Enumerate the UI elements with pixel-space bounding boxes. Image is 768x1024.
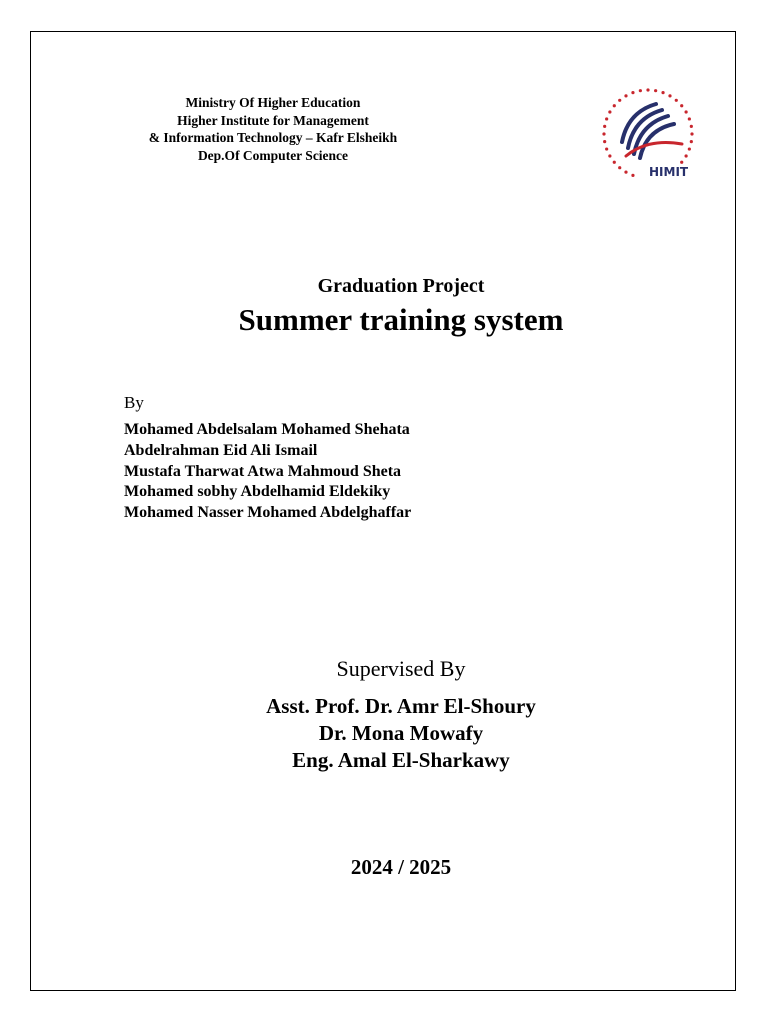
logo-star (680, 104, 683, 107)
header-line-location: & Information Technology – Kafr Elsheikh (148, 130, 398, 146)
academic-year: 2024 / 2025 (350, 855, 452, 879)
logo-star-ring (602, 88, 693, 177)
logo-star (608, 110, 611, 113)
logo-star (654, 89, 657, 92)
logo-arcs (622, 104, 682, 158)
logo-star (668, 94, 671, 97)
logo-star (646, 88, 649, 91)
project-title: Summer training system (238, 302, 564, 337)
logo-text: HIMIT (649, 165, 689, 179)
logo-star (685, 110, 688, 113)
supervisor-list (0, 693, 768, 774)
author-name: Mohamed sobhy Abdelhamid Eldekiky (124, 483, 391, 501)
logo-star (605, 147, 608, 150)
logo-star (618, 166, 621, 169)
logo-star (602, 132, 605, 135)
logo-star (675, 99, 678, 102)
logo-star (661, 91, 664, 94)
himit-logo-icon (598, 86, 698, 186)
supervisor-name: Asst. Prof. Dr. Amr El-Shoury (266, 694, 536, 718)
supervised-by-label: Supervised By (336, 656, 466, 681)
logo-star (624, 94, 627, 97)
header-line-ministry: Ministry Of Higher Education (185, 95, 361, 110)
logo-star (690, 140, 693, 143)
logo-star (690, 132, 693, 135)
author-name: Mustafa Tharwat Atwa Mahmoud Sheta (124, 462, 402, 480)
logo-star (603, 125, 606, 128)
logo-star (613, 161, 616, 164)
logo-star (688, 117, 691, 120)
author-name: Mohamed Nasser Mohamed Abdelghaffar (124, 504, 412, 522)
logo-star (685, 154, 688, 157)
logo-star (618, 99, 621, 102)
logo-star (690, 125, 693, 128)
logo-star (608, 154, 611, 157)
logo-star (631, 174, 634, 177)
project-label: Graduation Project (317, 275, 485, 297)
himit-logo-graphic (598, 86, 698, 186)
author-list (124, 420, 411, 524)
author-name: Mohamed Abdelsalam Mohamed Shehata (124, 421, 410, 438)
logo-star (605, 117, 608, 120)
header-line-department: Dep.Of Computer Science (197, 147, 349, 163)
logo-star (603, 140, 606, 143)
institution-header (118, 94, 428, 164)
logo-star (639, 89, 642, 92)
supervisor-name: Eng. Amal El-Sharkawy (292, 748, 510, 772)
supervisor-name: Dr. Mona Mowafy (318, 721, 484, 745)
logo-star (688, 147, 691, 150)
by-label: By (124, 393, 144, 412)
logo-star (624, 171, 627, 174)
logo-star (631, 91, 634, 94)
author-name: Abdelrahman Eid Ali Ismail (124, 441, 318, 459)
logo-star (613, 104, 616, 107)
header-line-institute: Higher Institute for Management (177, 112, 369, 128)
logo-star (680, 161, 683, 164)
